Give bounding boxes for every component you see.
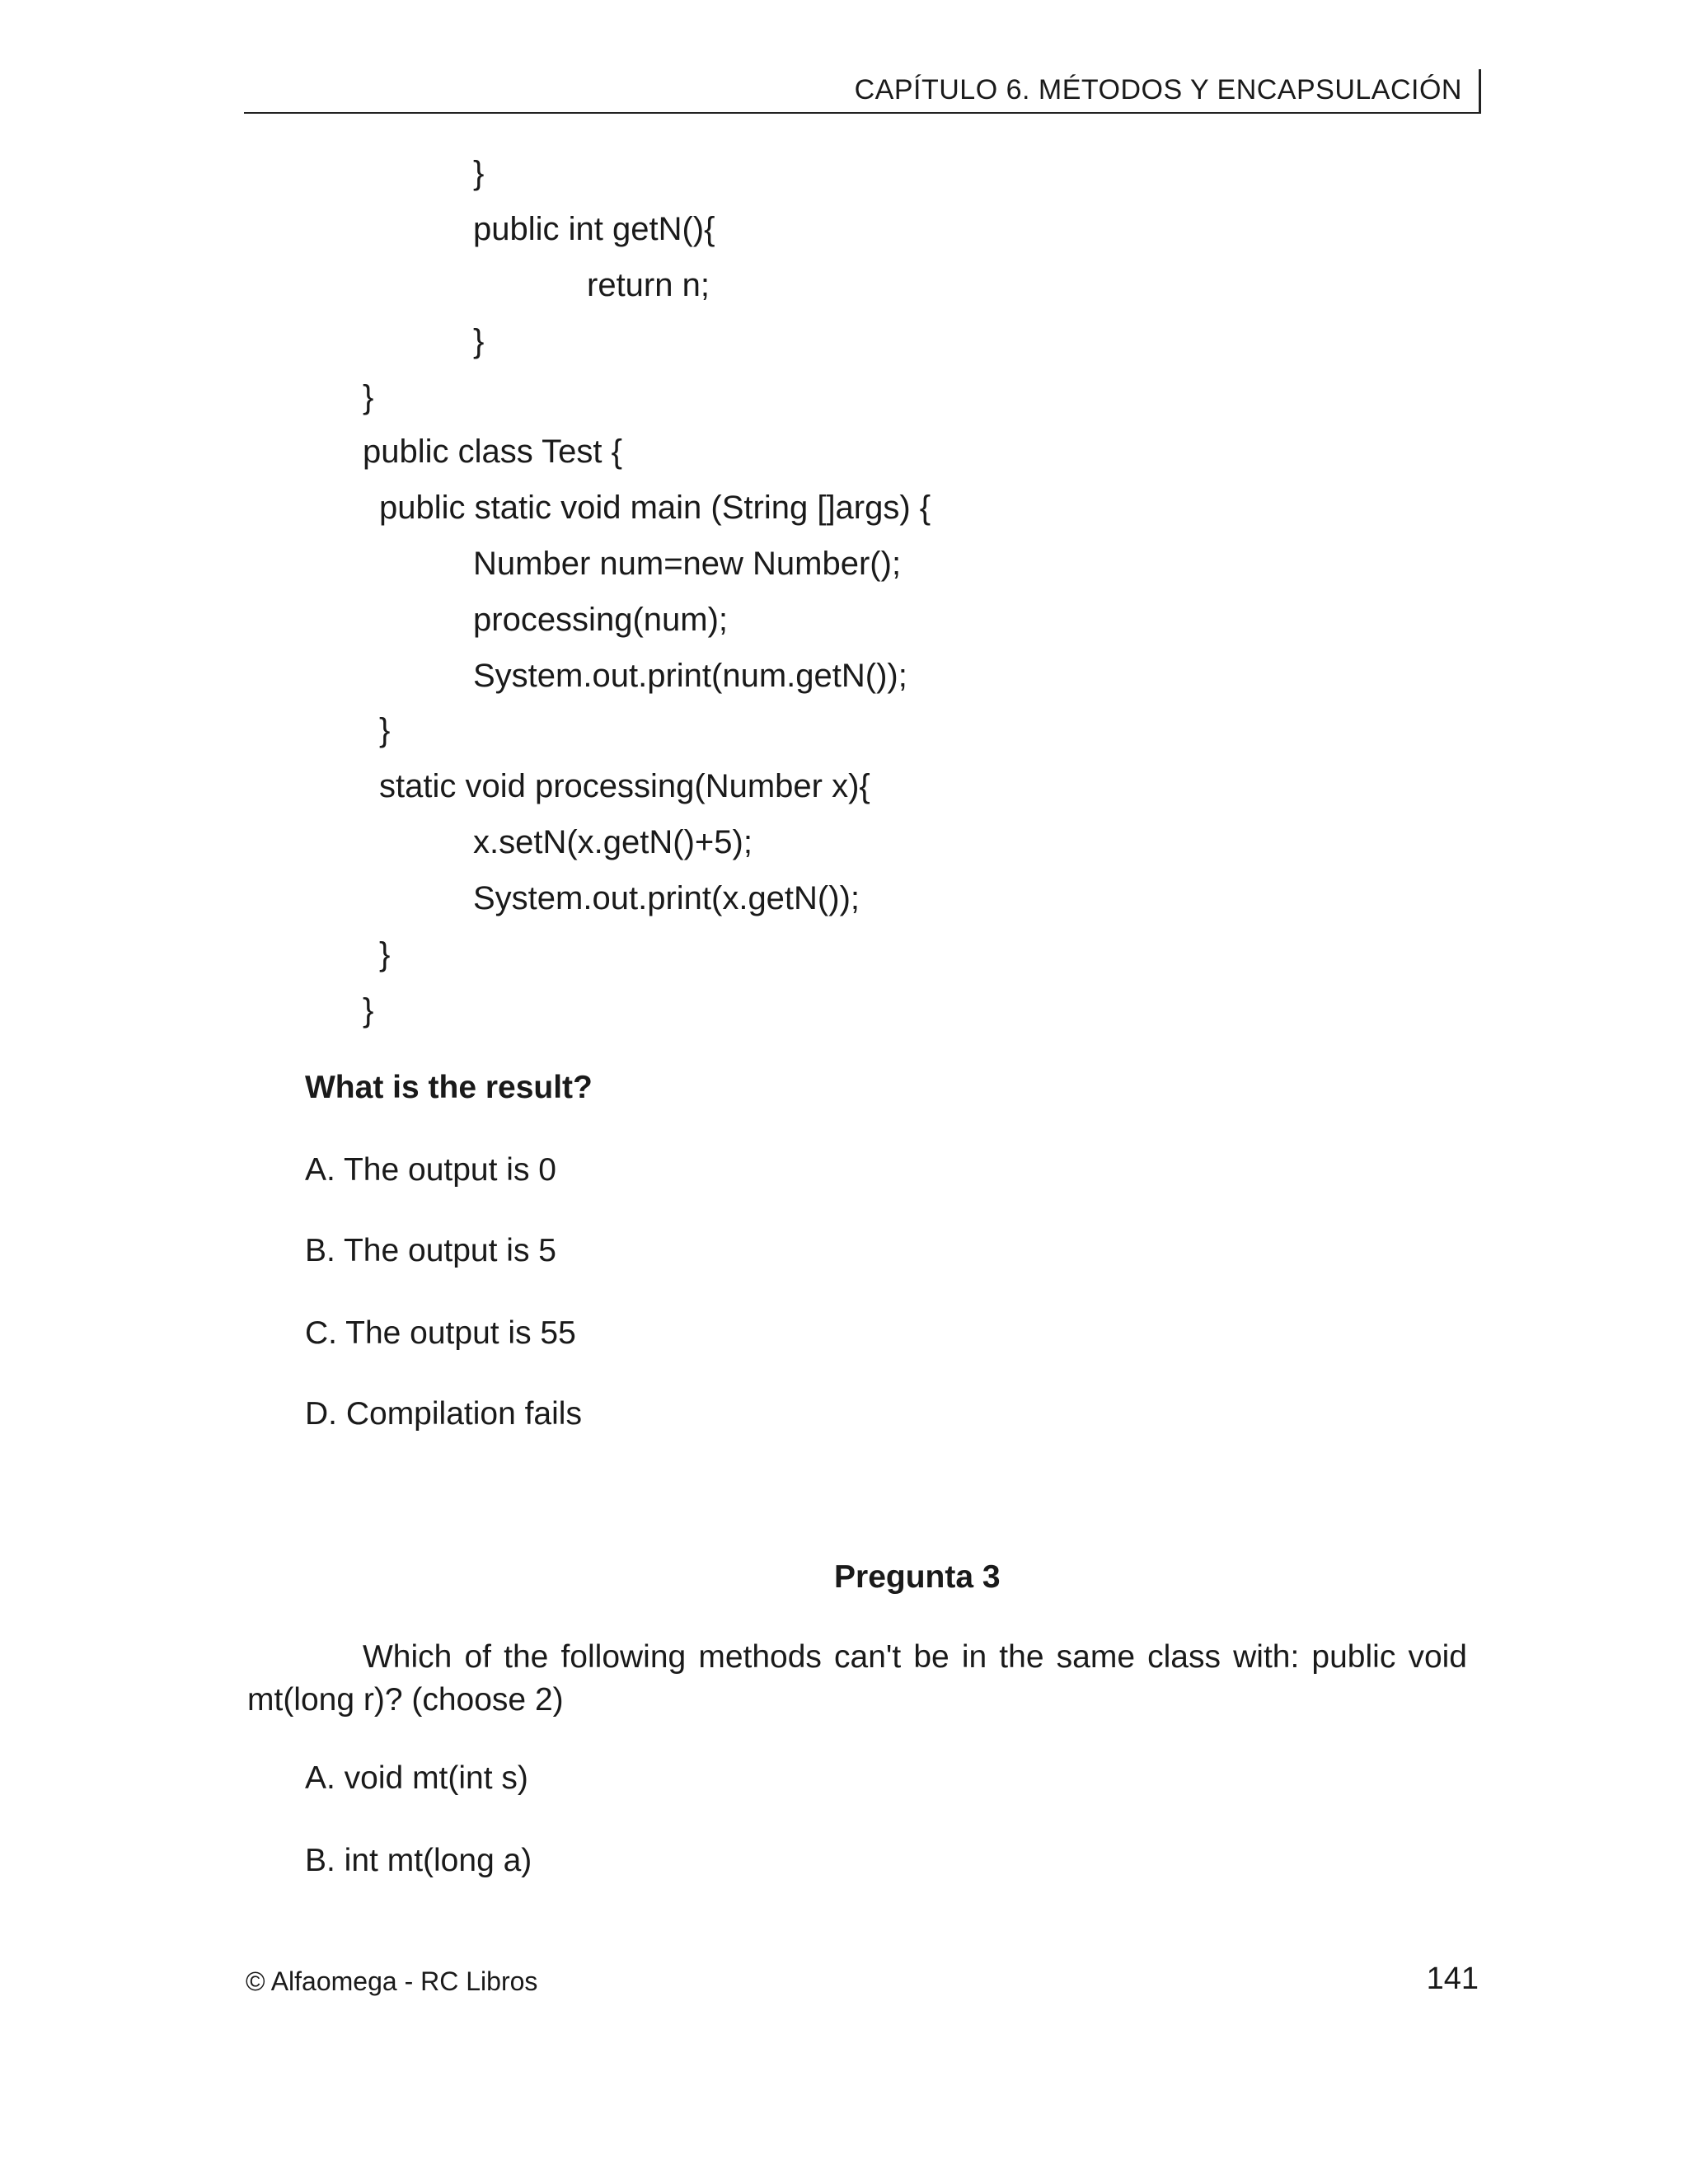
header-rule [244, 112, 1480, 114]
page-number: 141 [1426, 1961, 1479, 1996]
code-line: Number num=new Number(); [473, 546, 902, 582]
code-line: } [473, 155, 485, 191]
code-line: return n; [587, 267, 710, 303]
code-line: } [379, 936, 391, 972]
question-text: Which of the following methods can't be in the same class with: public void mt(long r)? (choose 2) [247, 1639, 1467, 1718]
code-line: System.out.print(num.getN()); [473, 658, 907, 694]
code-line: static void processing(Number x){ [379, 768, 870, 804]
code-line: public int getN(){ [473, 211, 715, 247]
code-line: } [363, 992, 374, 1029]
answer-option: B. The output is 5 [305, 1233, 556, 1268]
answer-option: A. void mt(int s) [305, 1760, 528, 1796]
code-line: } [473, 323, 485, 359]
answer-option: D. Compilation fails [305, 1396, 582, 1432]
answer-option: C. The output is 55 [305, 1315, 576, 1351]
header-tick [1479, 69, 1481, 114]
chapter-header: CAPÍTULO 6. MÉTODOS Y ENCAPSULACIÓN [854, 74, 1462, 105]
footer-copyright: © Alfaomega - RC Libros [246, 1966, 538, 1996]
code-line: x.setN(x.getN()+5); [473, 824, 753, 860]
code-line: public static void main (String []args) { [379, 490, 931, 526]
question-title: Pregunta 3 [834, 1559, 1001, 1595]
code-line: processing(num); [473, 602, 729, 638]
answer-option: B. int mt(long a) [305, 1843, 532, 1878]
code-line: } [363, 379, 374, 415]
code-line: } [379, 712, 391, 748]
code-line: System.out.print(x.getN()); [473, 880, 860, 916]
answer-option: A. The output is 0 [305, 1152, 556, 1188]
question-prompt: What is the result? [305, 1070, 593, 1105]
code-line: public class Test { [363, 434, 622, 470]
